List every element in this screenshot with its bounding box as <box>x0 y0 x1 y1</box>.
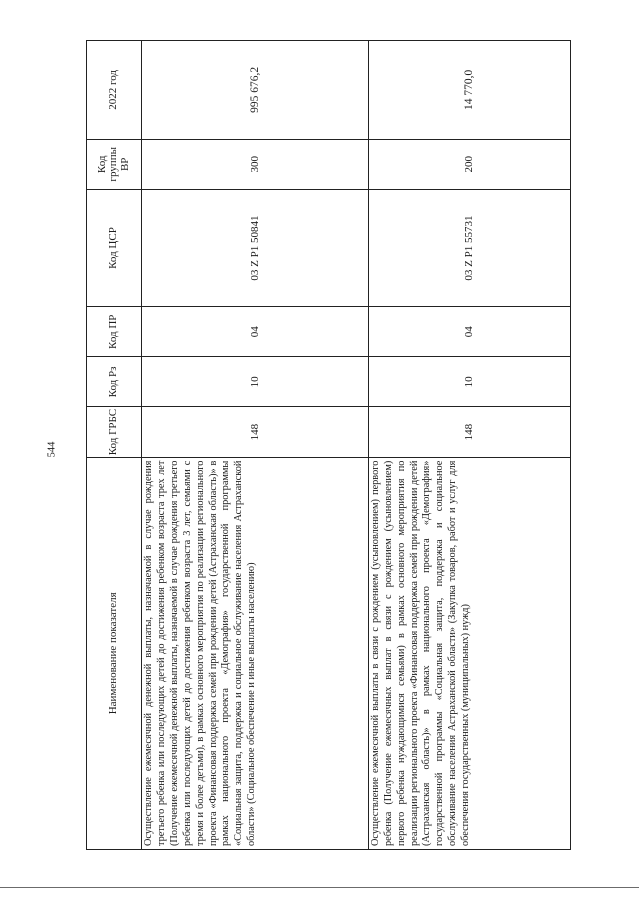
table-header-row <box>87 41 142 850</box>
row-pr: 04 <box>368 307 570 357</box>
scan-edge-divider <box>0 887 639 888</box>
table-row <box>142 41 369 850</box>
header-grbs: Код ГРБС <box>87 407 142 457</box>
row-name: Осуществление ежемесячной выплаты в связи с рождением (усыновлением) первого ребенка (Получение ежемесячных выплат в связи с рождением (усыновлением) первого ребенка нуждающимися семьями) в рамках основного мероприятия по реализации регионального проекта «Финансовая поддержка семей при рождении детей (Астраханская область)» в рамках национального проекта «Демография» государственной программы «Социальная защита, поддержка и социальное обслуживание населения Астраханской области» (Закупка товаров, работ и услуг для обеспечения государственных (муниципальных) нужд) <box>368 457 570 849</box>
header-rz: Код Рз <box>87 357 142 407</box>
header-vr: Код группы ВР <box>87 139 142 189</box>
page-number: 544 <box>46 441 58 458</box>
row-rz: 10 <box>368 357 570 407</box>
row-csr: 03 Z P1 55731 <box>368 189 570 306</box>
table-rotation-wrapper <box>86 40 571 850</box>
row-csr: 03 Z P1 50841 <box>142 189 369 306</box>
table-row <box>368 41 570 850</box>
rotated-table-area <box>86 40 571 850</box>
header-csr: Код ЦСР <box>87 189 142 306</box>
header-name: Наименование показателя <box>87 457 142 849</box>
row-year-value: 995 676,2 <box>142 41 369 140</box>
header-pr: Код ПР <box>87 307 142 357</box>
header-year: 2022 год <box>87 41 142 140</box>
row-name: Осуществление ежемесячной денежной выплаты, назначаемой в случае рождения третьего ребенка или последующих детей до достижения ребенком возраста трех лет (Получение ежемесячной денежной выплаты, назначаемой в случае рождения третьего ребенка или последующих детей до достижения ребенком возраста 3 лет, семьями с тремя и более детьми), в рамках основного мероприятия по реализации регионального проекта «Финансовая поддержка семей при рождении детей (Астраханская область)» в рамках национального проекта «Демография» государственной программы «Социальная защита, поддержка и социальное обслуживание населения Астраханской области» (Социальное обеспечение и иные выплаты населению) <box>142 457 369 849</box>
row-vr: 300 <box>142 139 369 189</box>
row-grbs: 148 <box>142 407 369 457</box>
row-vr: 200 <box>368 139 570 189</box>
budget-table <box>86 40 571 850</box>
row-year-value: 14 770,0 <box>368 41 570 140</box>
row-pr: 04 <box>142 307 369 357</box>
row-grbs: 148 <box>368 407 570 457</box>
row-rz: 10 <box>142 357 369 407</box>
